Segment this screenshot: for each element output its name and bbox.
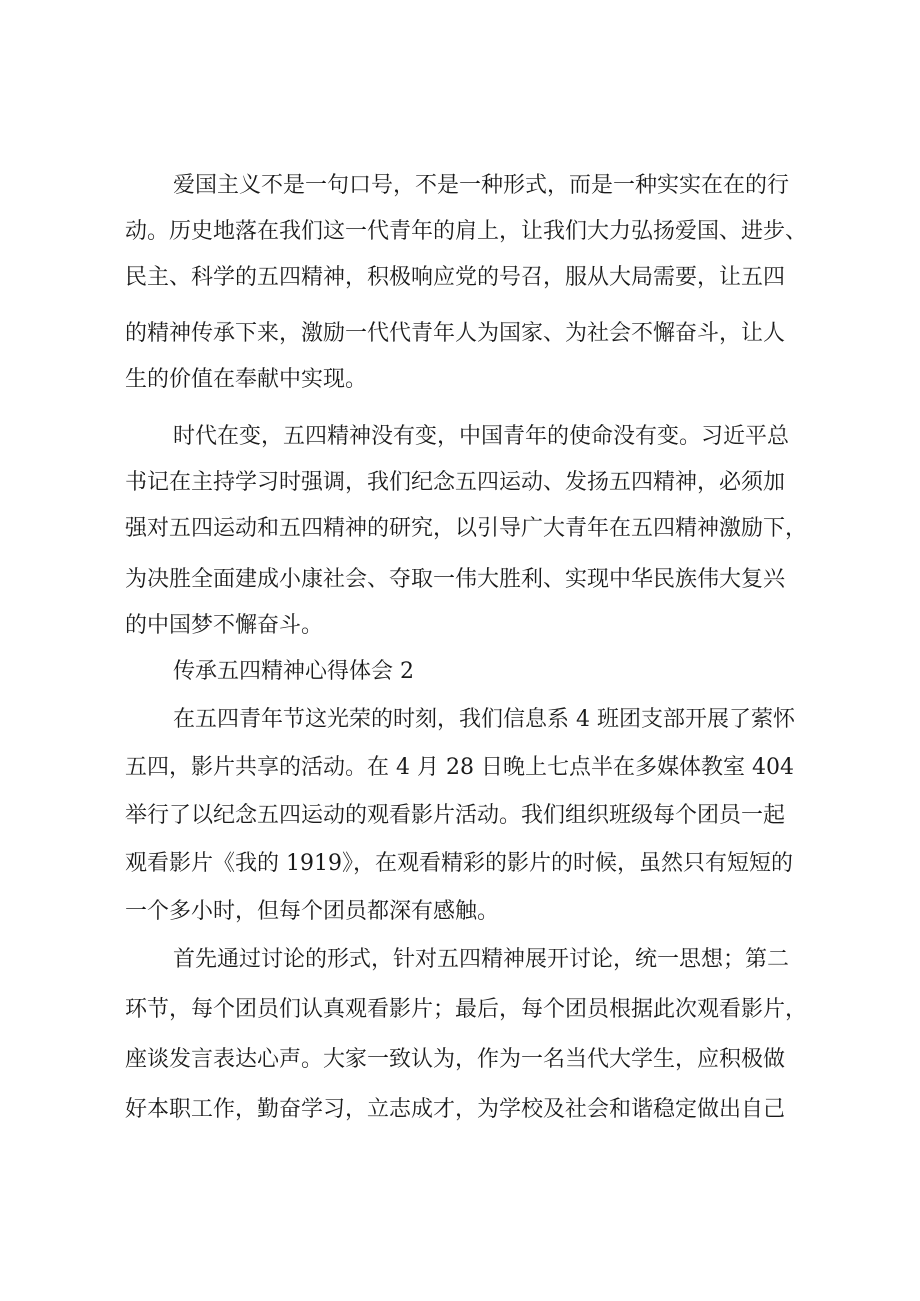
paragraph-4-line-4: 好本职工作，勤奋学习，立志成才，为学校及社会和谐稳定做出自己: [125, 1097, 786, 1122]
paragraph-3-line-5: 一个多小时，但每个团员都深有感触。: [125, 899, 500, 924]
paragraph-1-line-3: 民主、科学的五四精神，积极响应党的号召，服从大局需要，让五四: [125, 265, 786, 290]
paragraph-3-line-1: 在五四青年节这光荣的时刻，我们信息系 4 班团支部开展了萦怀: [173, 707, 795, 732]
paragraph-2-line-2: 书记在主持学习时强调，我们纪念五四运动、发扬五四精神，必须加: [125, 470, 786, 495]
paragraph-4-line-1: 首先通过讨论的形式，针对五四精神展开讨论，统一思想；第二: [173, 947, 790, 972]
paragraph-1-line-5: 生的价值在奉献中实现。: [125, 367, 368, 392]
paragraph-3-line-3: 举行了以纪念五四运动的观看影片活动。我们组织班级每个团员一起: [125, 803, 786, 828]
paragraph-2-line-5: 的中国梦不懈奋斗。: [125, 613, 324, 638]
paragraph-2-line-3: 强对五四运动和五四精神的研究，以引导广大青年在五四精神激励下，: [125, 516, 808, 541]
paragraph-3-line-4: 观看影片《我的 1919》，在观看精彩的影片的时候，虽然只有短短的: [125, 851, 793, 876]
paragraph-1-line-4: 的精神传承下来，激励一代代青年人为国家、为社会不懈奋斗，让人: [125, 321, 786, 346]
paragraph-2-line-4: 为决胜全面建成小康社会、夺取一伟大胜利、实现中华民族伟大复兴: [125, 567, 786, 592]
paragraph-1-line-2: 动。历史地落在我们这一代青年的肩上，让我们大力弘扬爱国、进步、: [125, 219, 808, 244]
section-heading: 传承五四精神心得体会 2: [173, 659, 414, 684]
paragraph-3-line-2: 五四，影片共享的活动。在 4 月 28 日晚上七点半在多媒体教室 404: [125, 755, 794, 780]
paragraph-2-line-1: 时代在变，五四精神没有变，中国青年的使命没有变。习近平总: [173, 424, 790, 449]
paragraph-4-line-2: 环节，每个团员们认真观看影片；最后，每个团员根据此次观看影片，: [125, 997, 808, 1022]
paragraph-4-line-3: 座谈发言表达心声。大家一致认为，作为一名当代大学生，应积极做: [125, 1047, 786, 1072]
paragraph-1-line-1: 爱国主义不是一句口号，不是一种形式，而是一种实实在在的行: [173, 173, 790, 198]
